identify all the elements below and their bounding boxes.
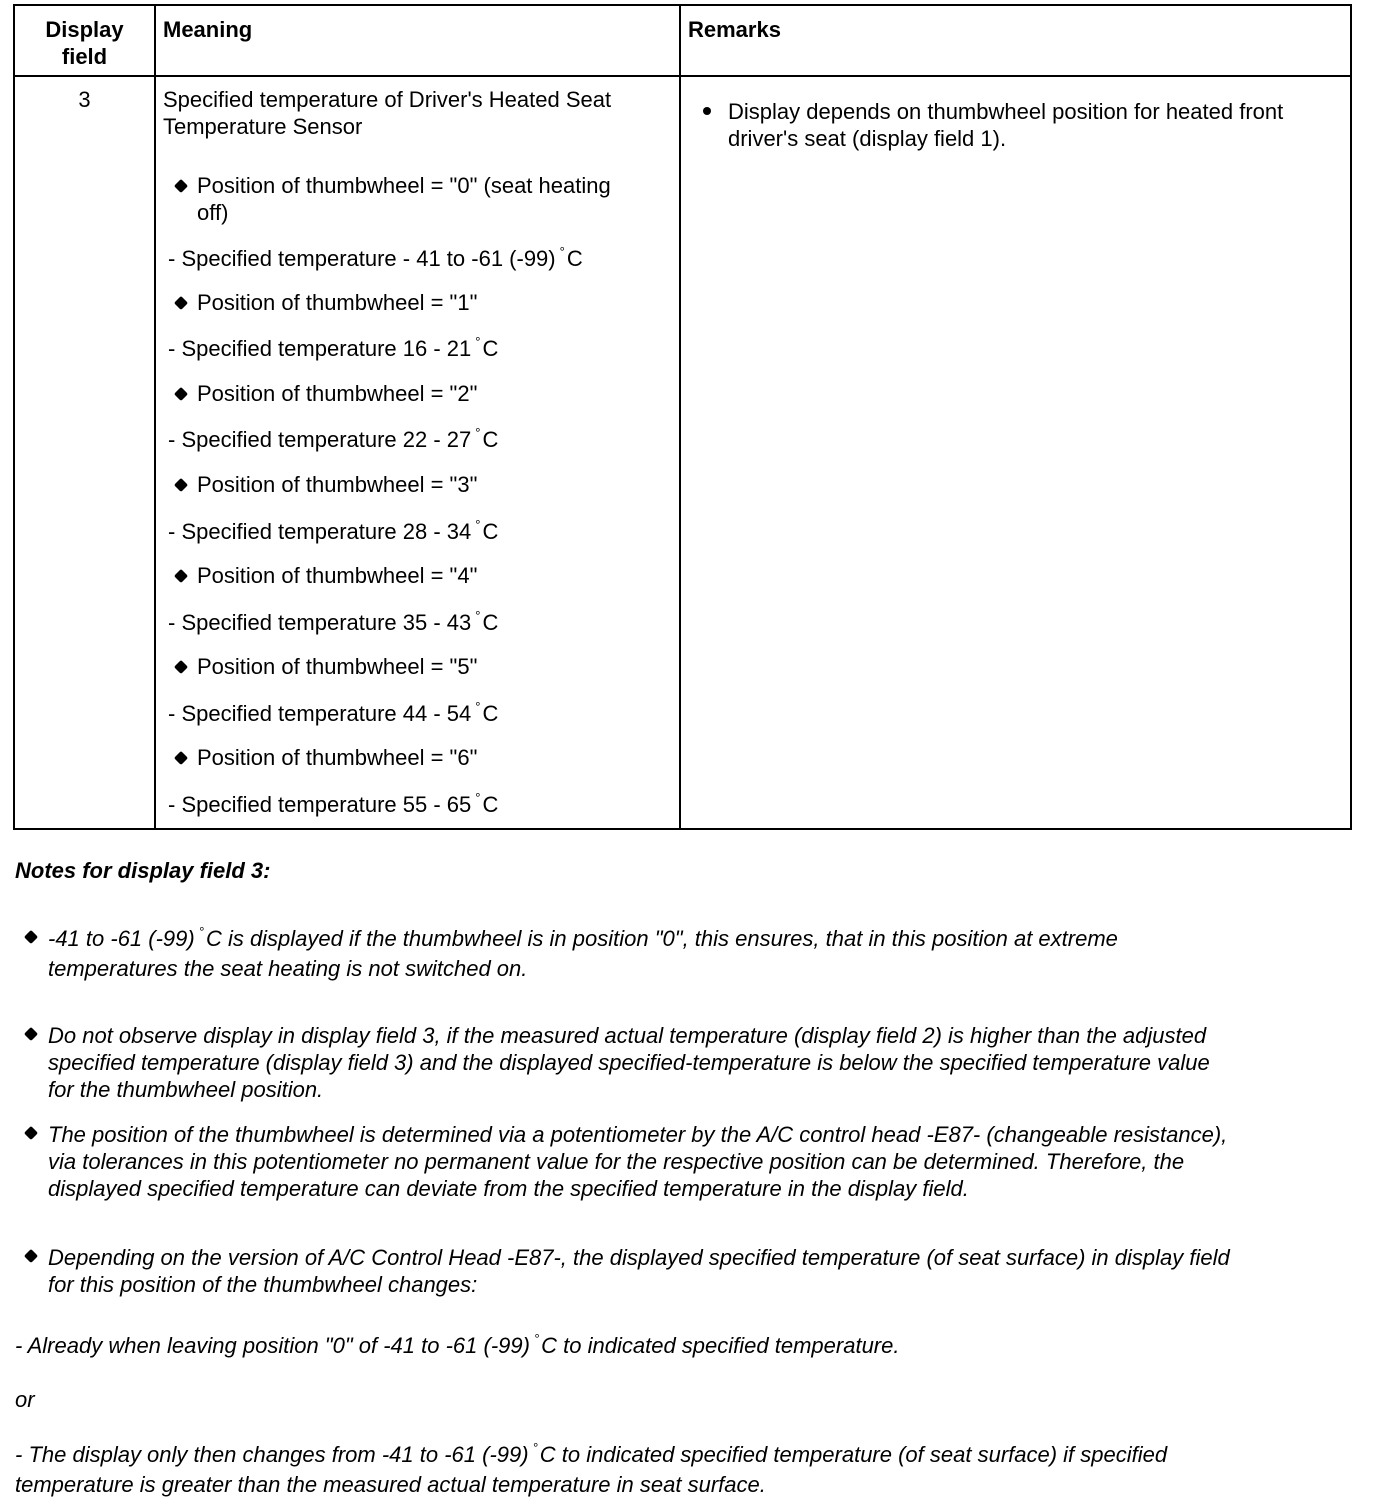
note-line: temperature is greater than the measured actual temperature in seat surface.	[15, 1472, 766, 1497]
temperature-text: - Specified temperature 22 - 27	[168, 427, 472, 452]
note-item	[48, 1244, 1230, 1298]
diamond-bullet-icon	[174, 660, 188, 674]
list-item: Position of thumbwheel = "1"	[197, 290, 478, 315]
bullet-icon	[703, 107, 711, 115]
degree-symbol: °	[475, 699, 481, 714]
list-item: Position of thumbwheel = "6"	[197, 745, 478, 770]
data-table	[13, 4, 1352, 830]
degree-symbol: °	[475, 425, 481, 440]
temperature-unit: C	[482, 336, 499, 361]
temperature-line	[168, 700, 498, 730]
degree-symbol: °	[475, 608, 481, 623]
only-paragraph	[15, 1441, 1167, 1498]
note-item	[48, 1022, 1210, 1103]
list-item	[197, 172, 611, 226]
note-line: for this position of the thumbwheel changes:	[48, 1272, 478, 1297]
column-divider	[679, 6, 681, 828]
meaning-title	[163, 86, 611, 140]
temperature-unit: C	[482, 519, 499, 544]
note-line	[15, 1441, 1167, 1471]
list-item: Position of thumbwheel = "3"	[197, 472, 478, 497]
note-text: - Already when leaving position "0" of -41 to -61 (-99)	[15, 1333, 530, 1358]
note-text: C is displayed if the thumbwheel is in position "0", this ensures, that in this position at extreme	[205, 926, 1118, 951]
remark-line: Display depends on thumbwheel position for heated front	[728, 99, 1284, 124]
note-line: Depending on the version of A/C Control Head -E87-, the displayed specified temperature (of seat surface) in display field	[48, 1245, 1230, 1270]
temperature-line	[168, 518, 498, 548]
diamond-bullet-icon	[24, 930, 38, 944]
diamond-bullet-icon	[174, 387, 188, 401]
temperature-unit: C	[482, 701, 499, 726]
degree-symbol: °	[475, 334, 481, 349]
temperature-line	[168, 426, 498, 456]
note-item	[48, 925, 1118, 982]
list-item: Position of thumbwheel = "5"	[197, 654, 478, 679]
diamond-bullet-icon	[24, 1249, 38, 1263]
temperature-unit: C	[566, 246, 583, 271]
header-display-field	[15, 16, 154, 70]
temperature-line	[168, 791, 498, 821]
header-meaning: Meaning	[163, 17, 253, 42]
temperature-unit: C	[482, 610, 499, 635]
note-line: Do not observe display in display field 3, if the measured actual temperature (display field 2) is higher than the adjusted	[48, 1023, 1207, 1048]
temperature-text: - Specified temperature 35 - 43	[168, 610, 472, 635]
notes-heading: Notes for display field 3:	[15, 858, 271, 883]
degree-symbol: °	[198, 924, 204, 939]
note-item	[48, 1121, 1227, 1202]
diamond-bullet-icon	[174, 569, 188, 583]
diamond-bullet-icon	[24, 1027, 38, 1041]
degree-symbol: °	[475, 790, 481, 805]
diamond-bullet-icon	[24, 1126, 38, 1140]
column-divider	[154, 6, 156, 828]
header-divider	[15, 75, 1350, 77]
degree-symbol: °	[475, 517, 481, 532]
note-line: for the thumbwheel position.	[48, 1077, 324, 1102]
list-item-line: off)	[197, 200, 229, 225]
note-text: C to indicated specified temperature.	[541, 1333, 900, 1358]
note-line: specified temperature (display field 3) and the displayed specified-temperature is below the specified temperature value	[48, 1050, 1210, 1075]
temperature-line	[168, 609, 498, 639]
degree-symbol: °	[559, 244, 565, 259]
note-line: displayed specified temperature can deviate from the specified temperature in the display field.	[48, 1176, 969, 1201]
header-display-field-line1: Display	[45, 17, 124, 42]
diamond-bullet-icon	[174, 751, 188, 765]
list-item: Position of thumbwheel = "4"	[197, 563, 478, 588]
diamond-bullet-icon	[174, 296, 188, 310]
list-item: Position of thumbwheel = "2"	[197, 381, 478, 406]
note-line: The position of the thumbwheel is determined via a potentiometer by the A/C control head -E87- (changeable resistance),	[48, 1122, 1228, 1147]
temperature-unit: C	[482, 427, 499, 452]
meaning-title-line1: Specified temperature of Driver's Heated Seat	[163, 87, 612, 112]
diamond-bullet-icon	[174, 179, 188, 193]
note-line: temperatures the seat heating is not switched on.	[48, 956, 528, 981]
or-text: or	[15, 1387, 35, 1412]
degree-symbol: °	[532, 1440, 538, 1455]
note-text: C to indicated specified temperature (of seat surface) if specified	[539, 1442, 1168, 1467]
temperature-text: - Specified temperature 44 - 54	[168, 701, 472, 726]
temperature-line	[168, 335, 498, 365]
note-line: via tolerances in this potentiometer no permanent value for the respective position can be determined. Therefore, the	[48, 1149, 1185, 1174]
diamond-bullet-icon	[174, 478, 188, 492]
degree-symbol: °	[533, 1331, 540, 1346]
meaning-title-line2: Temperature Sensor	[163, 114, 363, 139]
temperature-text: - Specified temperature - 41 to -61 (-99)	[168, 246, 556, 271]
list-item-line: Position of thumbwheel = "0" (seat heating	[197, 173, 611, 198]
temperature-text: - Specified temperature 55 - 65	[168, 792, 472, 817]
header-remarks: Remarks	[688, 17, 781, 42]
temperature-text: - Specified temperature 16 - 21	[168, 336, 472, 361]
remark-line: driver's seat (display field 1).	[728, 126, 1007, 151]
note-text: -41 to -61 (-99)	[48, 926, 195, 951]
temperature-line	[168, 245, 583, 275]
remark-text	[728, 98, 1283, 152]
note-text: - The display only then changes from -41 to -61 (-99)	[15, 1442, 529, 1467]
temperature-text: - Specified temperature 28 - 34	[168, 519, 472, 544]
note-line	[48, 925, 1118, 955]
already-line	[15, 1332, 899, 1362]
header-display-field-line2: field	[61, 44, 108, 69]
temperature-unit: C	[482, 792, 499, 817]
display-field-value: 3	[78, 87, 91, 112]
